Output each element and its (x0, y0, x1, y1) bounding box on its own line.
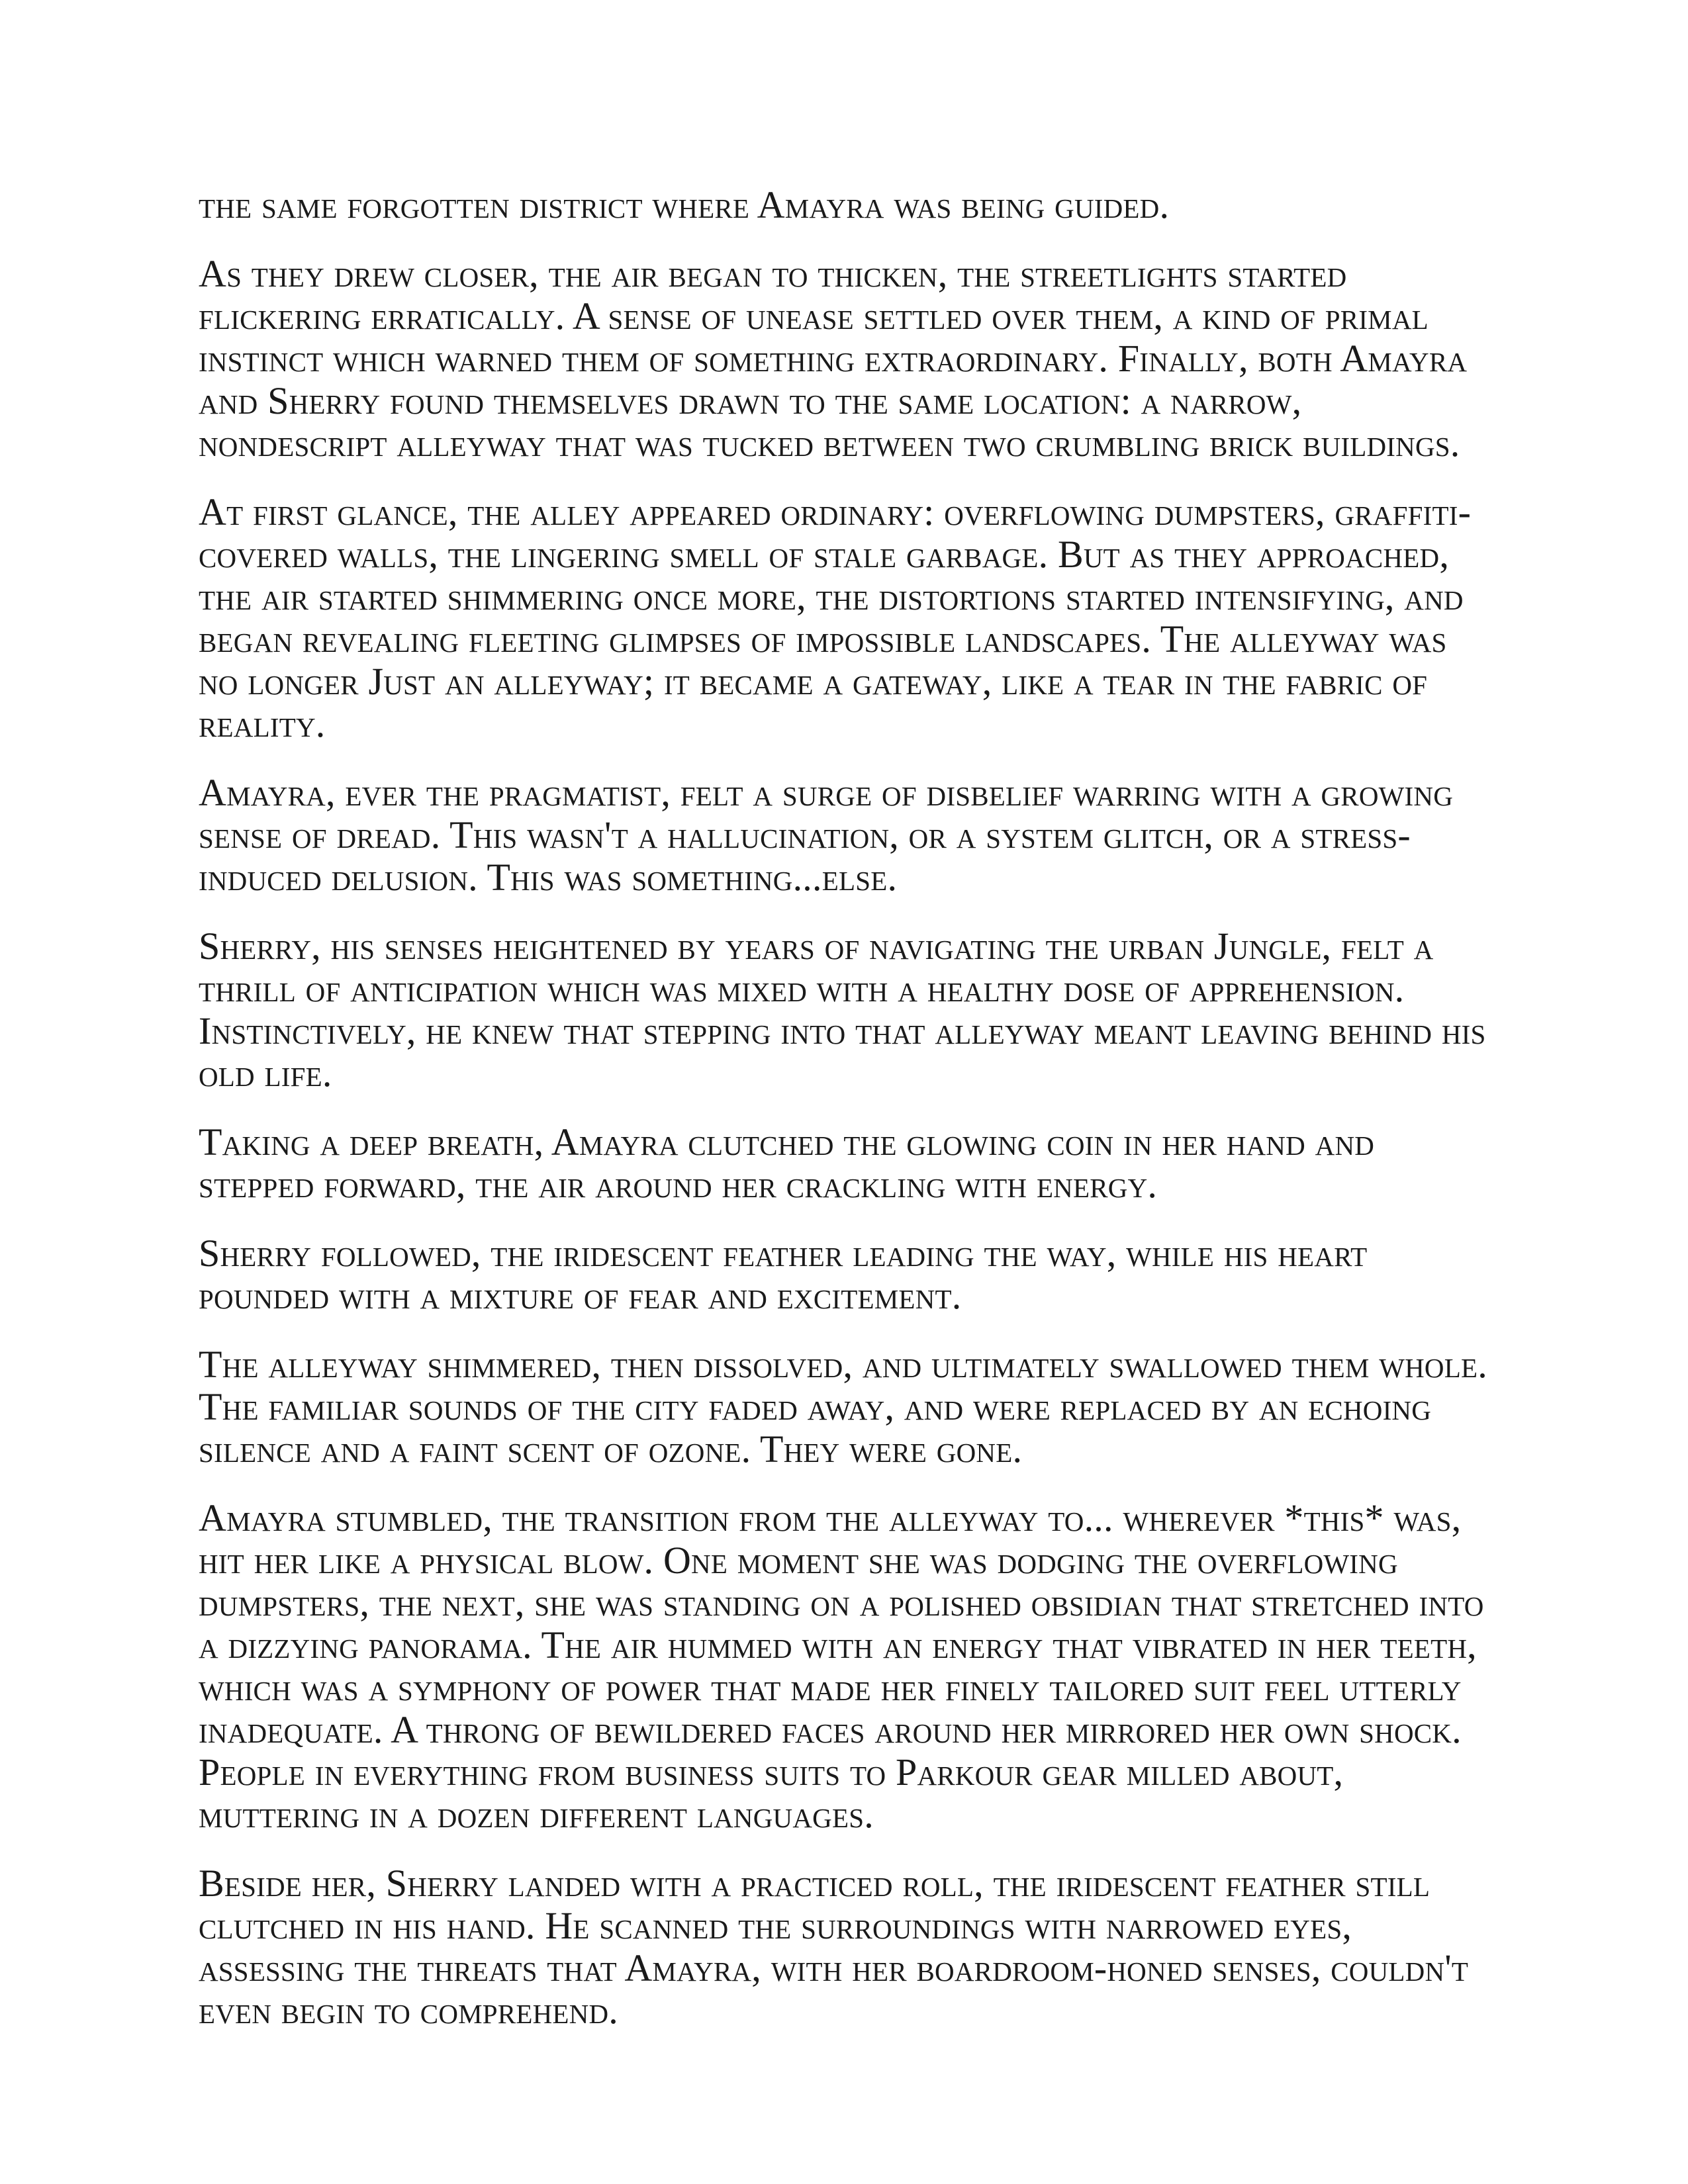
paragraph-10: Beside her, Sherry landed with a practiced roll, the iridescent feather still clutched in his hand. He scanned the surroundings with narrowed eyes, assessing the threats that Amayra, with her boardroom-honed senses, couldn't even begin to comprehend. (199, 1862, 1469, 2032)
paragraph-7: Sherry followed, the iridescent feather leading the way, while his heart pounded with a mixture of fear and excitement. (199, 1232, 1368, 1317)
paragraph-1: the same forgotten district where Amayra was being guided. (199, 183, 1170, 226)
paragraph-2: As they drew closer, the air began to thicken, the streetlights started flickering erratically. A sense of unease settled over them, a kind of primal instinct which warned them of something extraordinary. Finally, both Amayra and Sherry found themselves drawn to the same location: a narrow, nondescript alleyway that was tucked between two crumbling brick buildings. (199, 252, 1468, 465)
paragraph-3: At first glance, the alley appeared ordinary: overflowing dumpsters, graffiti-covered walls, the lingering smell of stale garbage. But as they approached, the air started shimmering once more, the distortions started intensifying, and began revealing fleeting glimpses of impossible landscapes. The alleyway was no longer Just an alleyway; it became a gateway, like a tear in the fabric of reality. (199, 490, 1472, 745)
paragraph-9: Amayra stumbled, the transition from the alleyway to... wherever *this* was, hit her like a physical blow. One moment she was dodging the overflowing dumpsters, the next, she was standing on a polished obsidian that stretched into a dizzying panorama. The air hummed with an energy that vibrated in her teeth, which was a symphony of power that made her finely tailored suit feel utterly inadequate. A throng of bewildered faces around her mirrored her own shock. People in everything from business suits to Parkour gear milled about, muttering in a dozen different languages. (199, 1496, 1484, 1836)
paragraph-6: Taking a deep breath, Amayra clutched the glowing coin in her hand and stepped forward, the air around her crackling with energy. (199, 1120, 1375, 1206)
text-body (199, 184, 1489, 2058)
paragraph-5: Sherry, his senses heightened by years of navigating the urban Jungle, felt a thrill of anticipation which was mixed with a healthy dose of apprehension. Instinctively, he knew that stepping into that alleyway meant leaving behind his old life. (199, 925, 1486, 1095)
paragraph-8: The alleyway shimmered, then dissolved, and ultimately swallowed them whole. The familiar sounds of the city faded away, and were replaced by an echoing silence and a faint scent of ozone. They were gone. (199, 1343, 1487, 1471)
paragraph-4: Amayra, ever the pragmatist, felt a surge of disbelief warring with a growing sense of dread. This wasn't a hallucination, or a system glitch, or a stress-induced delusion. This was something...else. (199, 771, 1454, 899)
